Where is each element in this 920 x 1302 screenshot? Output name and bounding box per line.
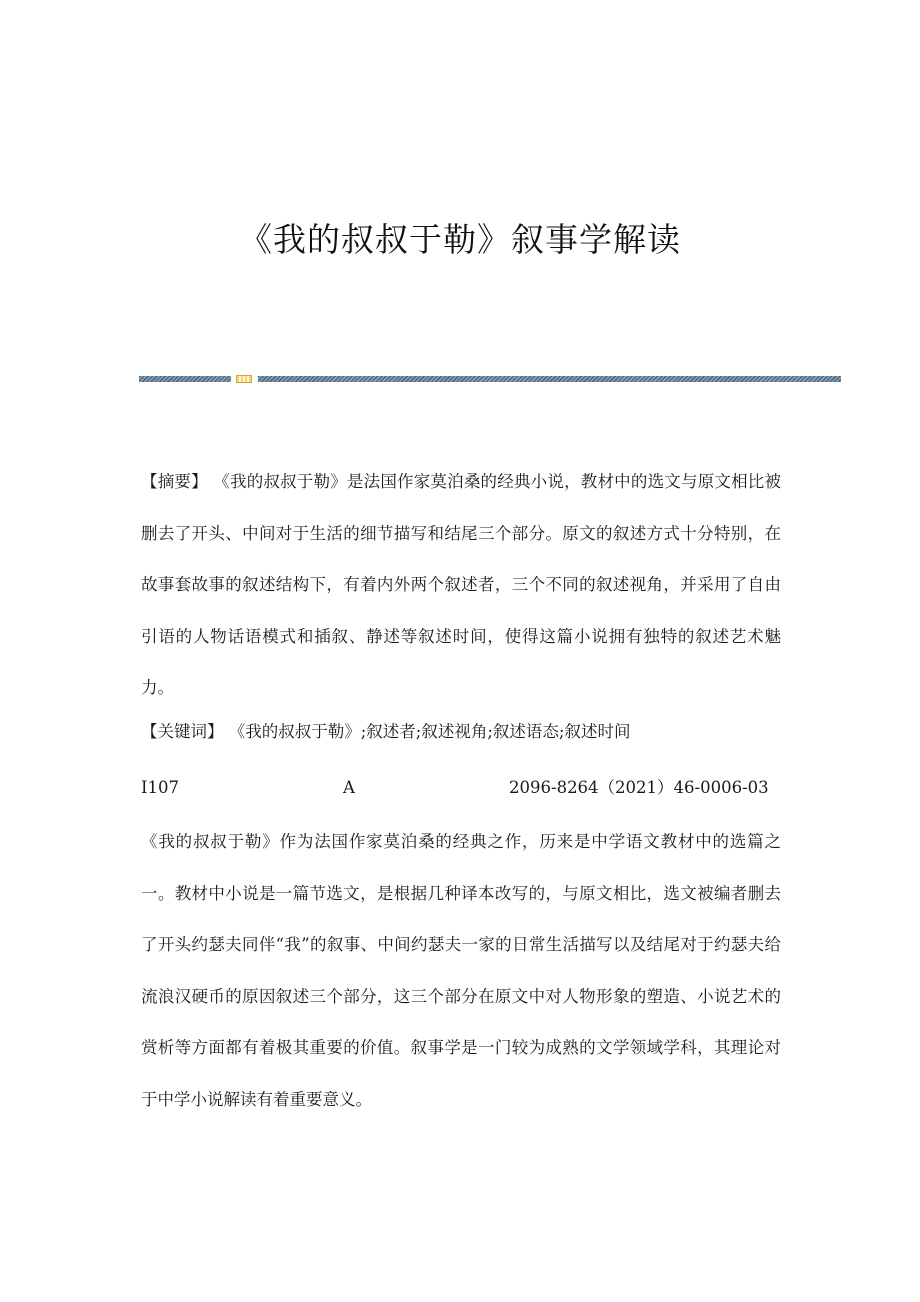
clc-number: I107	[141, 778, 180, 797]
page-title: 《我的叔叔于勒》叙事学解读	[239, 220, 681, 259]
divider-left-segment	[139, 376, 231, 382]
abstract-label: 【摘要】	[141, 472, 208, 491]
classification-line	[0, 762, 920, 814]
document-code: A	[343, 778, 355, 797]
divider-ornament-icon	[236, 375, 252, 383]
abstract-text: 《我的叔叔于勒》是法国作家莫泊桑的经典小说，教材中的选文与原文相比被删去了开头、中间对于生活的细节描写和结尾三个部分。原文的叙述方式十分特别，在故事套故事的叙述结构下，有着内外两个叙述者，三个不同的叙述视角，并采用了自由引语的人物话语模式和插叙、静述等叙述时间，使得这篇小说拥有独特的叙述艺术魅力。	[141, 472, 782, 697]
body-paragraph: 《我的叔叔于勒》作为法国作家莫泊桑的经典之作，历来是中学语文教材中的选篇之一。教材中小说是一篇节选文，是根据几种译本改写的，与原文相比，选文被编者删去了开头约瑟夫同伴“我”的叙事、中间约瑟夫一家的日常生活描写以及结尾对于约瑟夫给流浪汉硬币的原因叙述三个部分，这三个部分在原文中对人物形象的塑造、小说艺术的赏析等方面都有着极其重要的价值。叙事学是一门较为成熟的文学领域学科，其理论对于中学小说解读有着重要意义。	[141, 832, 781, 1109]
abstract-paragraph	[141, 456, 781, 714]
title-divider	[139, 375, 841, 383]
keywords-label: 【关键词】	[141, 722, 224, 741]
article-number: 2096-8264（2021）46-0006-03	[509, 778, 769, 797]
keywords-text: 《我的叔叔于勒》;叙述者;叙述视角;叙述语态;叙述时间	[228, 722, 631, 741]
divider-right-segment	[258, 376, 841, 382]
keywords-paragraph	[141, 706, 781, 758]
